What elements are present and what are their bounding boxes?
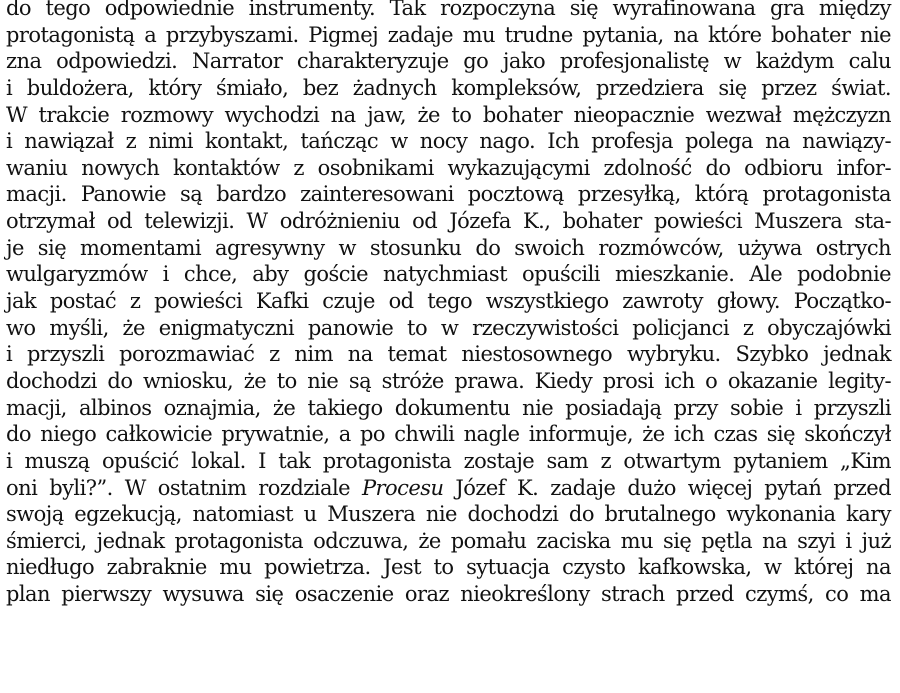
text-line-with-italic (6, 475, 891, 502)
text-line: swoją egzekucją, natomiast u Muszera nie dochodzi do brutalnego wykonania kary (6, 502, 891, 527)
text-line: waniu nowych kontaktów z osobnikami wykazującymi zdolność do odbioru infor- (6, 155, 891, 180)
text-segment: oni byli?”. W ostatnim rozdziale (6, 475, 362, 500)
italic-book-title: Procesu (361, 475, 444, 500)
text-line: i przyszli porozmawiać z nim na temat niestosownego wybryku. Szybko jednak (6, 342, 891, 367)
text-line: protagonistą a przybyszami. Pigmej zadaje mu trudne pytania, na które bohater nie (6, 22, 891, 47)
text-line: i muszą opuścić lokal. I tak protagonista zostaje sam z otwartym pytaniem „Kim (6, 448, 891, 473)
text-line: i nawiązał z nimi kontakt, tańcząc w nocy nago. Ich profesja polega na nawiązy- (6, 129, 891, 154)
text-line: dochodzi do wniosku, że to nie są stróże prawa. Kiedy prosi ich o okazanie legity- (6, 368, 891, 393)
text-line: do tego odpowiednie instrumenty. Tak rozpoczyna się wyrafinowana gra między (6, 0, 891, 20)
text-segment: Józef K. zadaje dużo więcej pytań przed (443, 475, 891, 500)
text-line: macji. Panowie są bardzo zainteresowani pocztową przesyłką, którą protagonista (6, 182, 891, 207)
text-line: wo myśli, że enigmatyczni panowie to w rzeczywistości policjanci z obyczajówki (6, 315, 891, 340)
text-line: wulgaryzmów i chce, aby goście natychmiast opuścili mieszkanie. Ale podobnie (6, 262, 891, 287)
text-line: macji, albinos oznajmia, że takiego dokumentu nie posiadają przy sobie i przyszli (6, 395, 891, 420)
text-line: jak postać z powieści Kafki czuje od tego wszystkiego zawroty głowy. Początko- (6, 289, 891, 314)
text-line: zna odpowiedzi. Narrator charakteryzuje go jako profesjonalistę w każdym calu (6, 49, 891, 74)
text-line: niedługo zabraknie mu powietrza. Jest to sytuacja czysto kafkowska, w której na (6, 555, 891, 580)
text-line: i buldożera, który śmiało, bez żadnych kompleksów, przedziera się przez świat. (6, 75, 891, 100)
text-line: je się momentami agresywny w stosunku do swoich rozmówców, używa ostrych (6, 235, 891, 260)
text-line: plan pierwszy wysuwa się osaczenie oraz nieokreślony strach przed czymś, co ma (6, 582, 891, 607)
text-line: W trakcie rozmowy wychodzi na jaw, że to bohater nieopacznie wezwał mężczyzn (6, 102, 891, 127)
text-line: otrzymał od telewizji. W odróżnieniu od Józefa K., bohater powieści Muszera sta- (6, 209, 891, 234)
text-line: do niego całkowicie prywatnie, a po chwili nagle informuje, że ich czas się skończył (6, 422, 891, 447)
text-line: śmierci, jednak protagonista odczuwa, że pomału zaciska mu się pętla na szyi i już (6, 528, 891, 553)
